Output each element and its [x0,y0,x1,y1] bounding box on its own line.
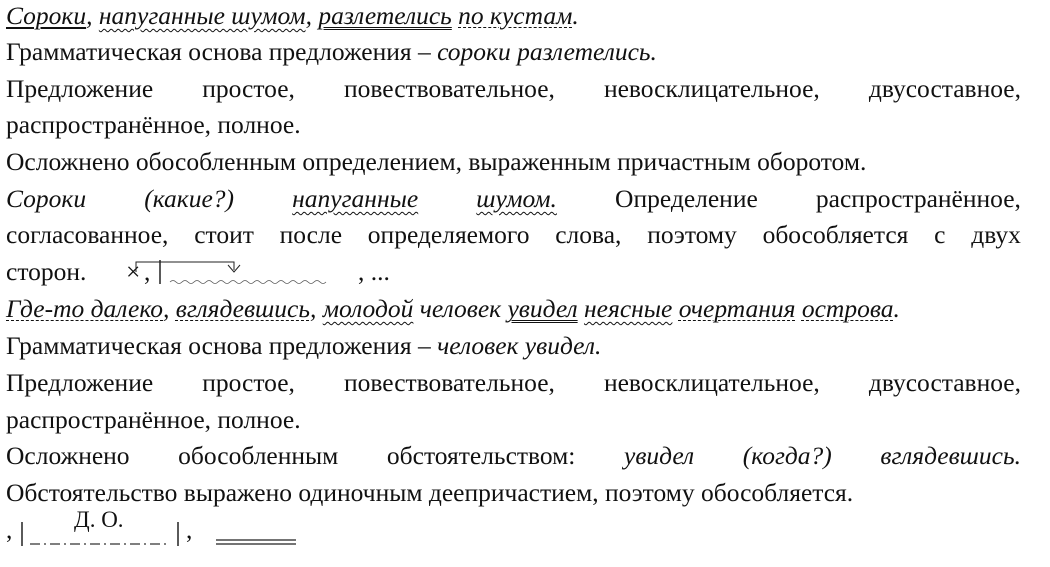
s1-adverbial: по кустам [458,1,573,30]
s2-complication-gerund: вглядевшись. [880,441,1021,470]
s1-explain-line [6,219,1021,251]
s1-scheme-comma: , [144,257,151,286]
s1-basis-line [6,36,1021,68]
s2-scheme-diagram [6,508,306,552]
s2-scheme-comma: , [186,515,193,544]
s2-scheme-label: Д. О. [74,507,124,532]
s1-explain-word: с [934,220,946,249]
s1-type-word: двусоставное, [868,74,1021,103]
s1-explain-word: после [279,220,343,249]
s1-comma-1: , [86,1,93,30]
s2-period: . [893,294,900,323]
s1-explain-word: обособляется [762,220,909,249]
s2-type-word: двусоставное, [868,368,1021,397]
s2-scheme-line [6,507,1021,546]
s1-scheme-line [6,256,1021,288]
s2-type-line-2: распространённое, полное. [6,405,301,434]
s1-definition-word: Определение [615,184,758,213]
s1-participle-phrase: напуганные шумом [98,1,306,30]
s2-type-word: невосклицательное, [603,368,820,397]
s1-explain-word: слова, [555,220,622,249]
s2-comma-1: , [163,294,170,323]
s2-type-word: простое, [202,368,295,397]
s1-basis-value: сороки разлетелись. [437,37,657,66]
s1-type-word: простое, [202,74,295,103]
s1-basis-label: Грамматическая основа предложения – [6,37,431,66]
s1-type-word: повествовательное, [343,74,555,103]
s1-type-line [6,73,1021,105]
s1-type-line-2: распространённое, полное. [6,110,301,139]
s1-type-word: Предложение [6,74,154,103]
s2-basis-value: человек увидел. [437,331,602,360]
s1-question-participle: напуганные [292,184,419,213]
s2-complication-word: Осложнено [6,441,130,470]
s2-complication-line [6,440,1021,472]
s2-complication-word: обособленным [178,441,339,470]
s1-scheme-prefix: сторон. [6,257,87,286]
s1-explain-word: определяемого [367,220,530,249]
s1-subject: Сороки [6,1,87,30]
s2-adverbial-place: Где-то далеко [6,294,164,323]
s1-explain-word: поэтому [647,220,737,249]
s1-question: (какие?) [144,184,235,213]
s2-attribute: молодой [322,294,414,323]
s1-type-word: невосклицательное, [603,74,820,103]
s2-complication-verb: увидел [624,441,695,470]
s2-type-word: повествовательное, [343,368,555,397]
s1-period: . [572,1,579,30]
s1-explain-word: согласованное, [6,220,169,249]
sentence-2 [6,293,1021,325]
sentence-1 [6,0,1021,32]
s2-basis-line [6,330,1021,362]
s2-subject: человек [419,294,502,323]
s2-gerund: вглядевшись [175,294,310,323]
s2-predicate: увидел [507,294,578,323]
s2-complication-question: (когда?) [742,441,832,470]
s1-scheme-tail: , ... [358,257,390,286]
s1-definition-type: распространённое, [815,184,1021,213]
s1-comma-2: , [305,1,312,30]
s1-question-dependent: шумом. [476,184,557,213]
s2-type-word: Предложение [6,368,154,397]
s2-object-2: острова [801,294,894,323]
s1-question-line [6,183,1021,215]
s2-explain: Обстоятельство выражено одиночным деепричастием, поэтому обособляется. [6,478,854,507]
s1-explain-word: двух [971,220,1021,249]
s2-scheme-lead: , [6,515,13,544]
s2-complication-word: обстоятельством: [386,441,576,470]
s1-question-noun: Сороки [6,184,87,213]
s1-complication: Осложнено обособленным определением, выраженным причастным оборотом. [6,147,867,176]
s2-attribute-2: неясные [584,294,673,323]
s2-object: очертания [678,294,796,323]
s1-explain-word: стоит [194,220,254,249]
s1-scheme-diagram [126,256,346,290]
s2-comma-2: , [309,294,317,323]
s1-predicate: разлетелись [318,1,452,30]
s2-basis-label: Грамматическая основа предложения – [6,331,431,360]
s2-type-line [6,367,1021,399]
s1-scheme-cross: × [126,257,141,286]
